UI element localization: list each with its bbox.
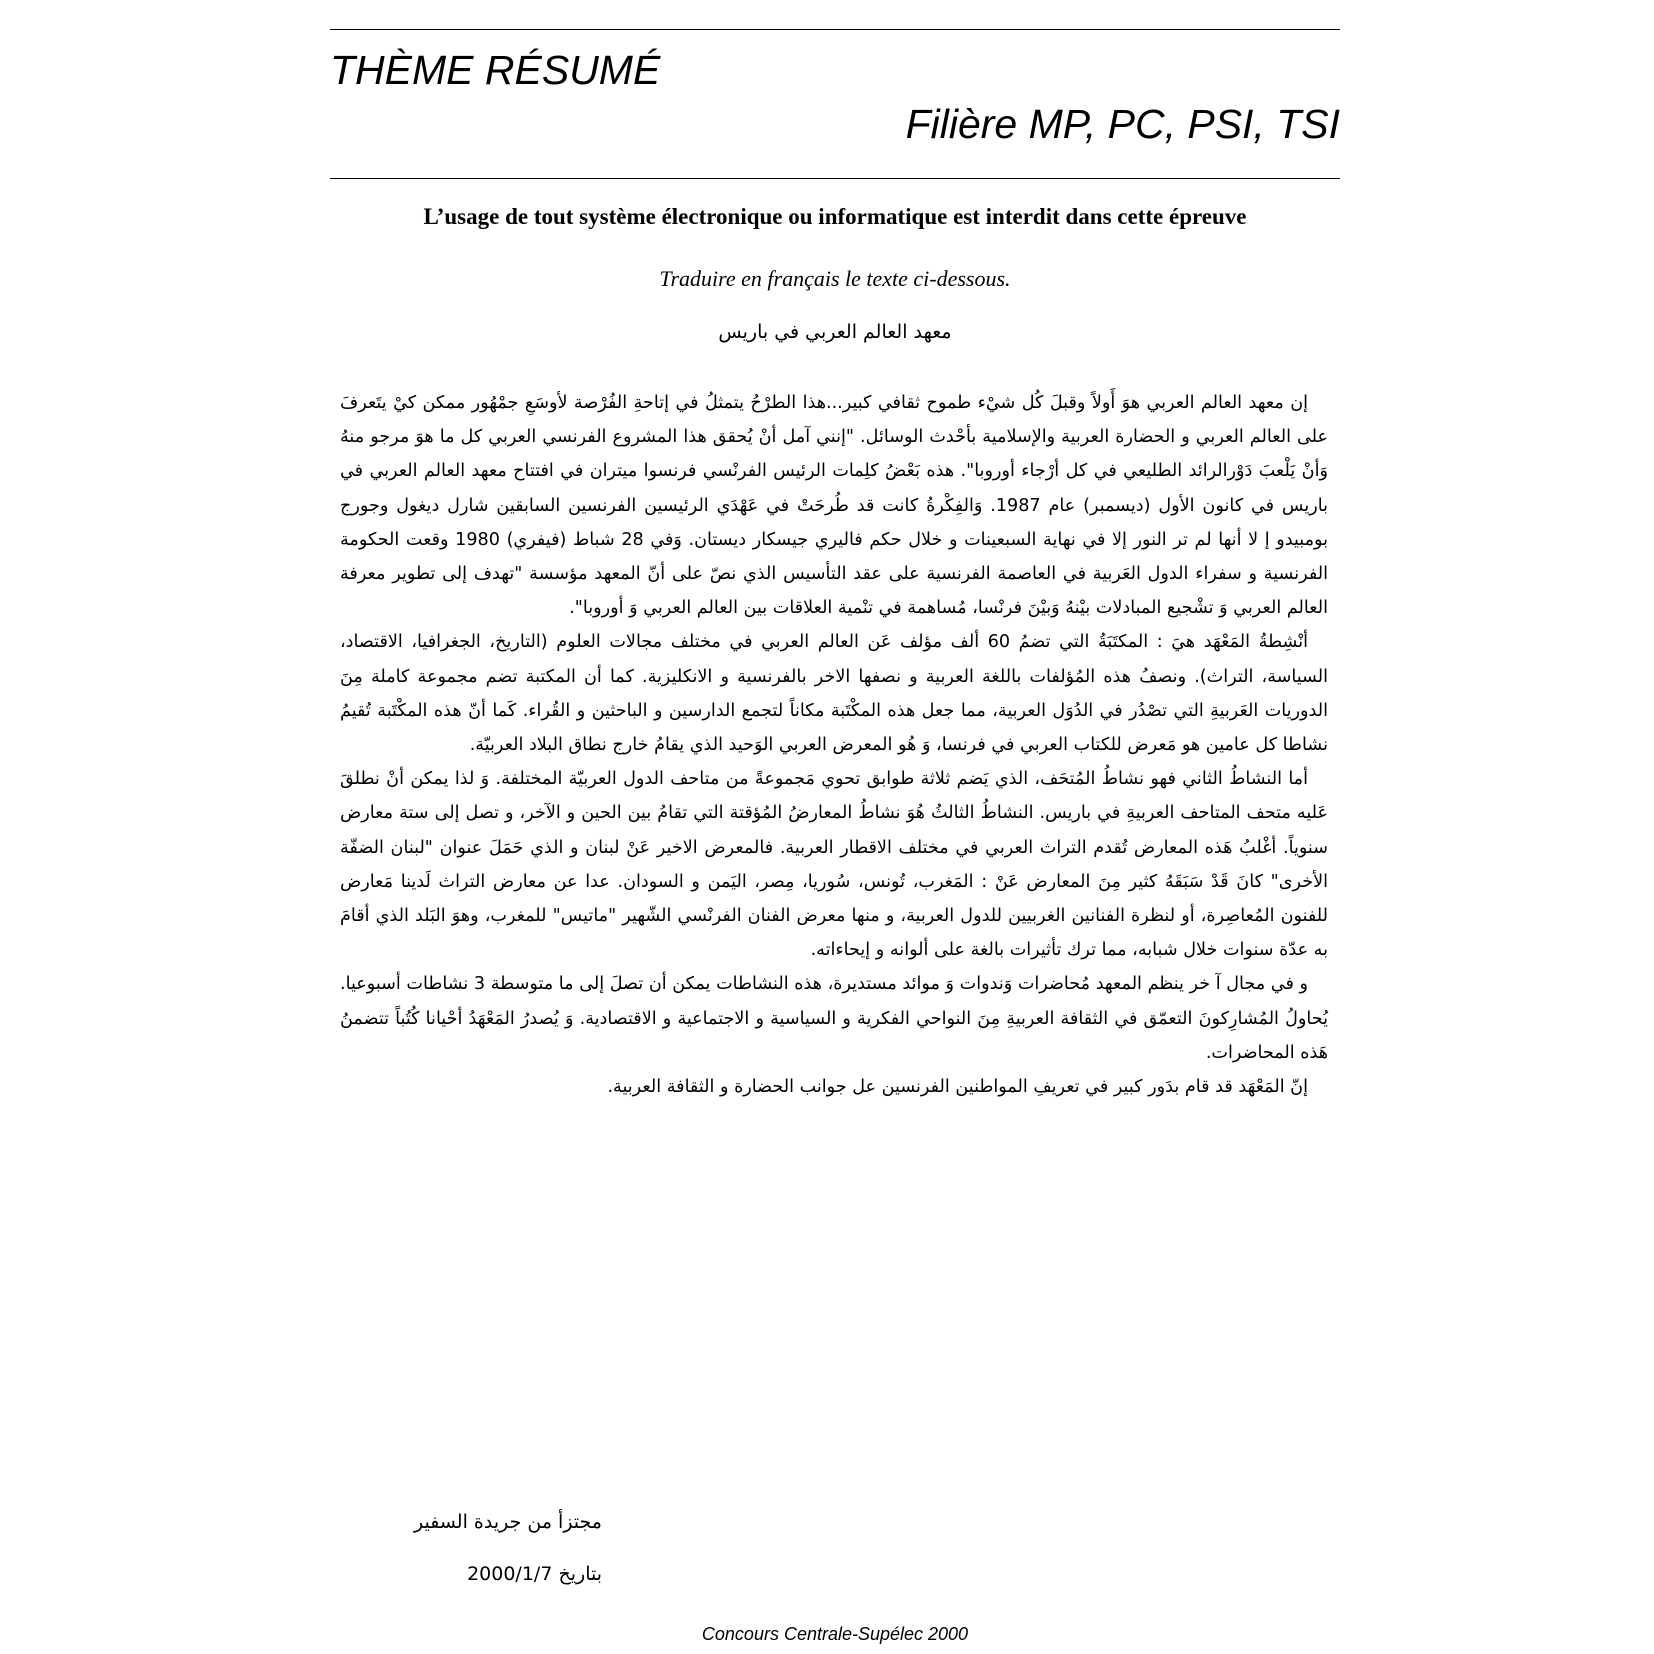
article-title: معهد العالم العربي في باريس [718, 321, 952, 343]
article-paragraph: إن معهد العالم العربي هوَ أَولاً وقبلَ كُل شيْء طموح ثقافي كبير...هذا الطرْحُ يتمثلُ في إتاحةِ الفُرْصة لأوسَعِ جمْهُور ممكن كيْ يتَعرفَ على العالم العربي و الحضارة العربية والإسلامية بأحْدث الوسائل. "إنني آمل أنْ يُحقق هذا المشروع الفرنسي العربي كل ما هوَ مرجو منهُ وَأنْ يَلْعبَ دَوْرالرائد الطليعي في كل أرْجاء أوروبا". هذه بَعْضُ كلِمات الرئيس الفرنْسي فرنسوا ميتران في افتتاح معهد العالم العربي في باريس في كانون الأول (ديسمبر) عام 1987. وَالفِكْرةُ كانت قد طُرحَتْ في عَهْدَي الرئيسين الفرنسين السابقين شارل ديغول وجورج بومبيدو إ لا أنها لم تر النور إلا في نهاية السبعينات و خلال حكم فاليري جيسكار ديستان. وَفي 28 شباط (فيفري) 1980 وقعت الحكومة الفرنسية و سفراء الدول العَربية في العاصمة الفرنسية على عقد التأسيس الذي نصّ على أنّ المعهد مؤسسة "تهدف إلى تطوير معرفة العالم العربي وَ تشْجيع المبادلات بيْنهُ وَبيْنَ فرنْسا، مُساهمة في تنْمية العلاقات بين العالم العربي وَ أوروبا". [340, 393, 1328, 619]
top-rule [330, 29, 1340, 30]
article-body [340, 386, 1328, 1104]
article-paragraph: أنْشِطةُ المَعْهَد هيَ : المكتَبَةُ التي تضمُ 60 ألف مؤلف عَن العالم العربي في مختلف مجالات العلوم (التاريخ، الجغرافيا، الاقتصاد، السياسة، التراث). ونصفُ هذه المُؤلفات باللغة العربية و نصفها الاخر بالفرنسية و الانكليزية. كما أن المكتبة تضم مجموعة كاملة مِنَ الدوريات العَربيةِ التي تصْدُر في الدُوَل العربية، مما جعل هذه المكْتَبة مكاناً لتجمع الدارسين و الباحثين و القُراء. كَما أنّ هذه المكْتَبة تُقيمُ نشاطا كل عامين هو مَعرض للكتاب العربي في فرنسا، وَ هُو المعرض العربي الوَحيد الذي يقامُ خارج نطاق البلاد العربيّة. [340, 632, 1328, 756]
translation-instruction: Traduire en français le texte ci-dessous. [659, 266, 1011, 291]
article-paragraph: و في مجال آ خر ينظم المعهد مُحاضرات وَندوات وَ موائد مستديرة، هذه النشاطات يمكن أن تصلَ إلى ما متوسطة 3 نشاطات أسبوعيا. يُحاولُ المُشارِكونَ التعمّق في الثقافة العربيةِ مِنَ النواحي الفكرية و السياسية و الاجتماعية و الاقتصادية. وَ يُصدرُ المَعْهَدُ أحْيانا كُتُباً تتضمنُ هَذه المحاضرات. [340, 974, 1328, 1063]
article-paragraph: أما النشاطُ الثاني فهو نشاطُ المُتحَف، الذي يَضم ثلاثة طوابق تحوي مَجموعةً من متاحف الدول العربيّة المختلفة. وَ لذا يمكن أنْ نطلقَ عَليه متحف المتاحف العربيةِ في باريس. النشاطُ الثالثُ هُوَ نشاطُ المعارضُ المُؤقتة التي تقامُ بين الحين و الآخر، و تصل إلى ستة معارض سنوياً. أغْلبُ هَذه المعارض تُقدم التراث العربي في مختلف الاقطار العربية. فالمعرض الاخير عَنْ لبنان و الذي حَمَلَ عنوان "لبنان الضفّة الأخرى" كانَ قَدْ سَبَقَهُ كثير مِنَ المعارض عَنْ : المَغرب، تُونس، سُوريا، مِصر، اليَمن و السودان. عدا عن معارض التراث لَدينا مَعارض للفنون المُعاصِرة، أو لنظرة الفنانين الغربيين للدول العربية، و منها معرض الفنان الفرنْسي الشّهير "ماتيس" للمغرب، وهوَ البَلد الذي أقامَ به عدّة سنوات خلال شبابه، مما ترك تأثيرات بالغة على ألوانه و إيحاءاته. [340, 769, 1328, 961]
article-paragraph: إنّ المَعْهَد قد قام بدَور كبير في تعريفِ المواطنين الفرنسين عل جوانب الحضارة و الثقافة العربية. [607, 1077, 1308, 1098]
theme-heading: THÈME RÉSUMÉ [330, 47, 661, 93]
article-source: مجتزأ من جريدة السفير [414, 1511, 602, 1533]
page-footer: Concours Centrale-Supélec 2000 [701, 1624, 969, 1644]
header-rule [330, 178, 1340, 179]
exam-warning: L’usage de tout système électronique ou informatique est interdit dans cette épreuve [423, 204, 1247, 229]
article-date: بتاريخ 2000/1/7 [467, 1563, 602, 1585]
filiere-heading: Filière MP, PC, PSI, TSI [905, 101, 1340, 147]
